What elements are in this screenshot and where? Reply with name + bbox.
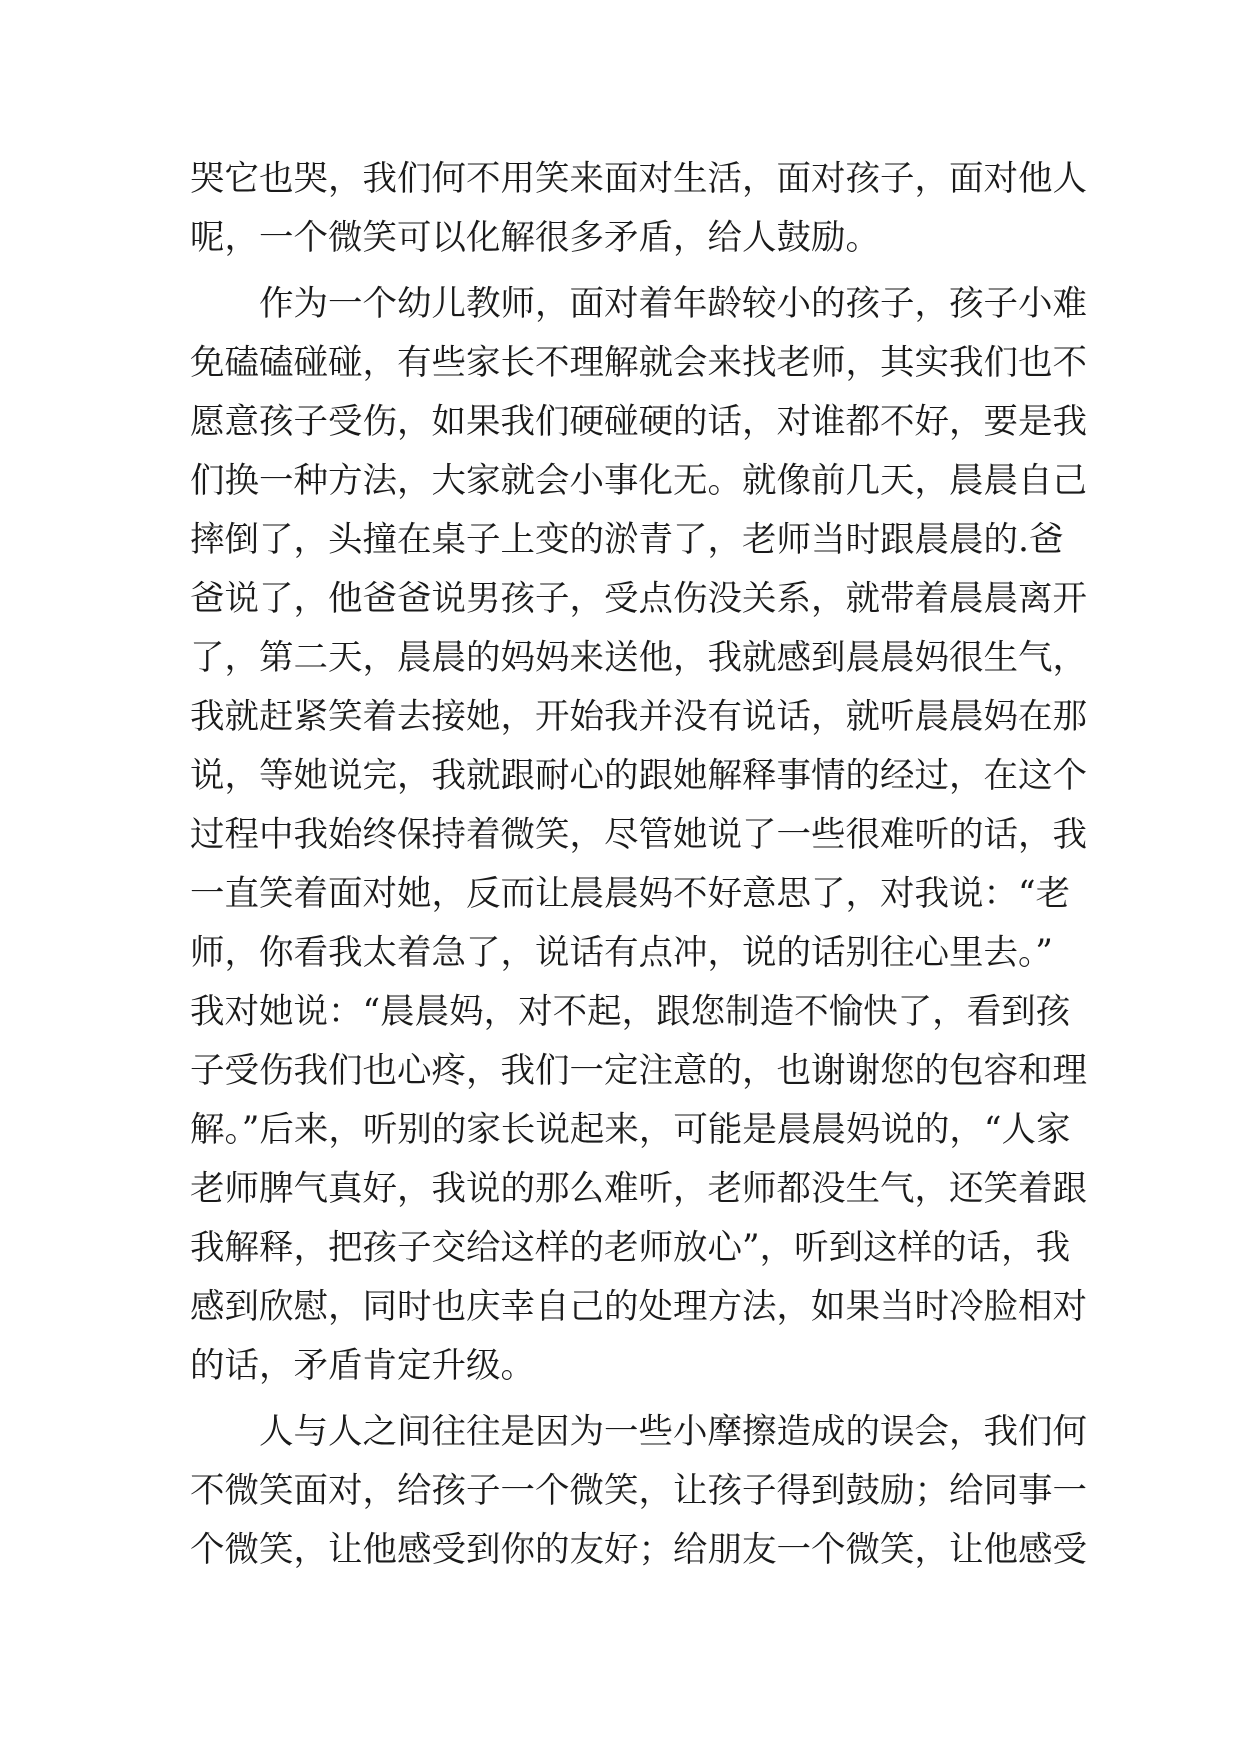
text-line: 老师脾气真好，我说的那么难听，老师都没生气，还笑着跟 xyxy=(190,1169,1087,1209)
text-line: 们换一种方法，大家就会小事化无。就像前几天，晨晨自己 xyxy=(190,461,1087,501)
text-line: 一直笑着面对她，反而让晨晨妈不好意思了，对我说：“老 xyxy=(190,874,1071,914)
paragraph-start-line: 人与人之间往往是因为一些小摩擦造成的误会，我们何 xyxy=(190,1412,1087,1452)
text-line: 个微笑，让他感受到你的友好；给朋友一个微笑，让他感受 xyxy=(190,1530,1087,1570)
text-line: 的话，矛盾肯定升级。 xyxy=(190,1346,535,1386)
text-line: 我就赶紧笑着去接她，开始我并没有说话，就听晨晨妈在那 xyxy=(190,697,1087,737)
text-line: 过程中我始终保持着微笑，尽管她说了一些很难听的话，我 xyxy=(190,815,1087,855)
text-line: 爸说了，他爸爸说男孩子，受点伤没关系，就带着晨晨离开 xyxy=(190,579,1087,619)
text-line: 免磕磕碰碰，有些家长不理解就会来找老师，其实我们也不 xyxy=(190,343,1087,383)
text-line: 我解释，把孩子交给这样的老师放心”，听到这样的话，我 xyxy=(190,1228,1071,1268)
text-line: 了，第二天，晨晨的妈妈来送他，我就感到晨晨妈很生气， xyxy=(190,638,1087,678)
text-line: 呢，一个微笑可以化解很多矛盾，给人鼓励。 xyxy=(190,218,880,258)
text-line: 感到欣慰，同时也庆幸自己的处理方法，如果当时冷脸相对 xyxy=(190,1287,1087,1327)
text-line: 不微笑面对，给孩子一个微笑，让孩子得到鼓励；给同事一 xyxy=(190,1471,1087,1511)
text-line: 师，你看我太着急了，说话有点冲，说的话别往心里去。” xyxy=(190,933,1053,973)
text-line: 哭它也哭，我们何不用笑来面对生活，面对孩子，面对他人 xyxy=(190,159,1087,199)
paragraph-start-line: 作为一个幼儿教师，面对着年龄较小的孩子，孩子小难 xyxy=(190,284,1087,324)
text-line: 解。”后来，听别的家长说起来，可能是晨晨妈说的，“人家 xyxy=(190,1110,1071,1150)
text-line: 我对她说：“晨晨妈，对不起，跟您制造不愉快了，看到孩 xyxy=(190,992,1071,1032)
text-line: 子受伤我们也心疼，我们一定注意的，也谢谢您的包容和理 xyxy=(190,1051,1087,1091)
text-line: 摔倒了，头撞在桌子上变的淤青了，老师当时跟晨晨的.爸 xyxy=(190,520,1064,560)
body-text xyxy=(190,150,1087,1580)
text-line: 愿意孩子受伤，如果我们硬碰硬的话，对谁都不好，要是我 xyxy=(190,402,1087,442)
text-line: 说，等她说完，我就跟耐心的跟她解释事情的经过，在这个 xyxy=(190,756,1087,796)
